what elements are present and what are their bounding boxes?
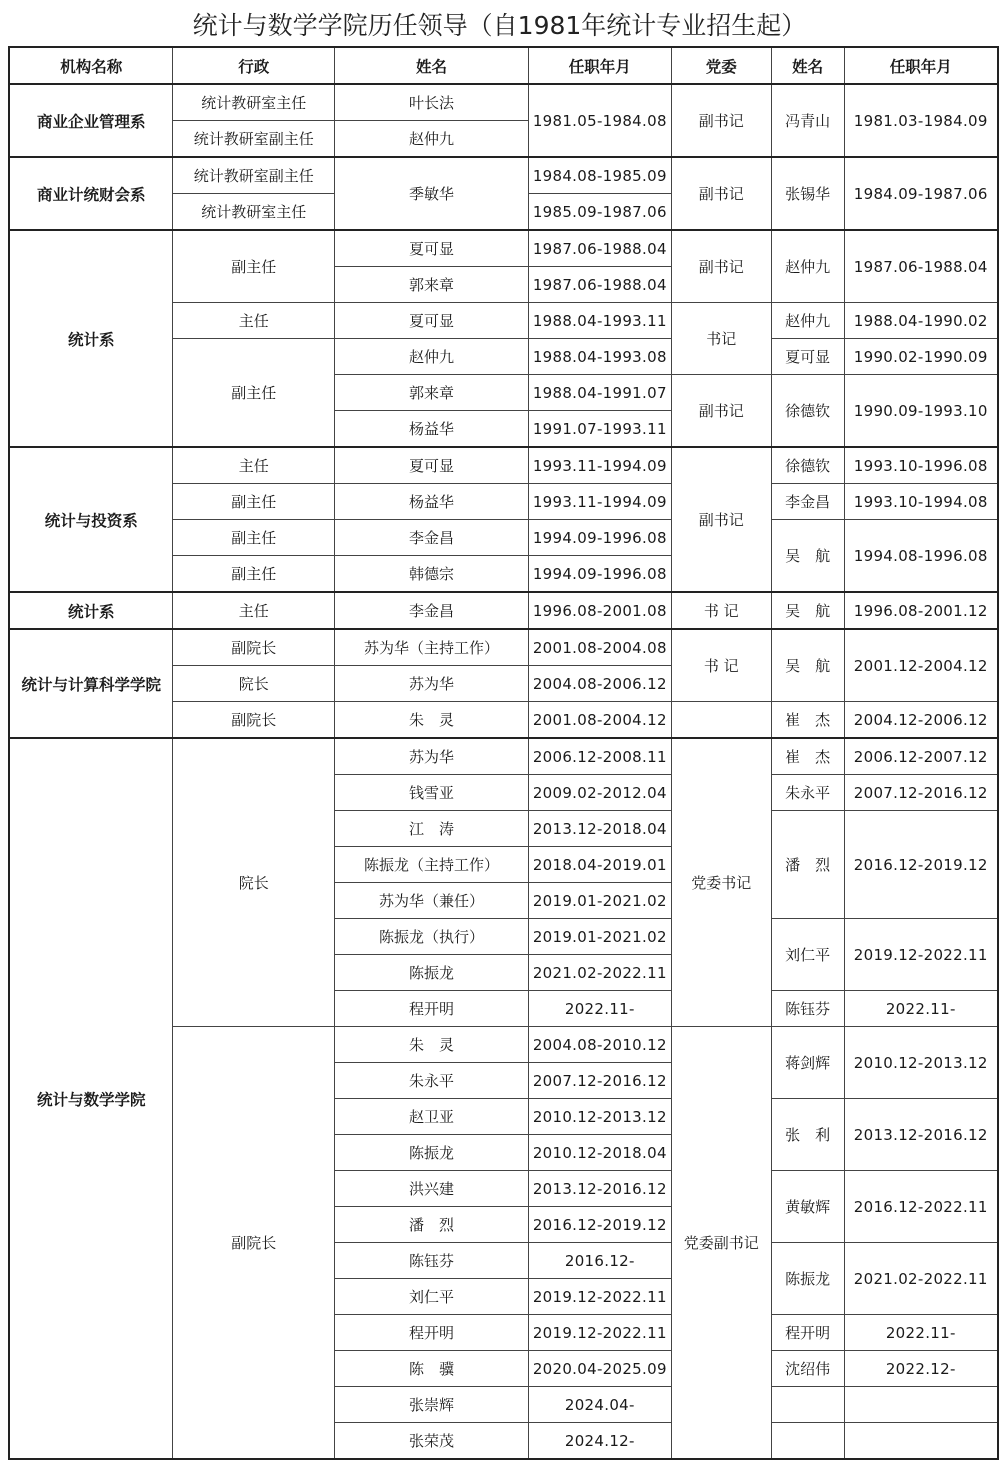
admin-term-cell: 1981.05-1984.08 bbox=[528, 84, 671, 157]
party-term-cell: 2022.11- bbox=[844, 1315, 998, 1351]
admin-role-cell: 统计教研室主任 bbox=[173, 194, 335, 231]
admin-role-cell: 主任 bbox=[173, 447, 335, 484]
table-row bbox=[9, 447, 998, 484]
admin-term-cell: 1993.11-1994.09 bbox=[528, 447, 671, 484]
admin-role-cell: 副院长 bbox=[173, 1027, 335, 1460]
header-row bbox=[9, 47, 998, 84]
party-term-cell: 2016.12-2019.12 bbox=[844, 811, 998, 919]
party-term-cell bbox=[844, 1387, 998, 1423]
table-row bbox=[9, 230, 998, 267]
party-term-cell bbox=[844, 1423, 998, 1460]
party-name-cell: 赵仲九 bbox=[771, 303, 844, 339]
party-term-cell: 1987.06-1988.04 bbox=[844, 230, 998, 303]
admin-name-cell: 杨益华 bbox=[335, 484, 529, 520]
party-name-cell: 张锡华 bbox=[771, 157, 844, 230]
party-name-cell: 程开明 bbox=[771, 1315, 844, 1351]
admin-name-cell: 苏为华 bbox=[335, 666, 529, 702]
header-admin-name: 姓名 bbox=[335, 47, 529, 84]
party-name-cell bbox=[771, 1387, 844, 1423]
party-name-cell: 吴 航 bbox=[771, 592, 844, 629]
org-cell: 商业企业管理系 bbox=[9, 84, 173, 157]
admin-name-cell: 苏为华（主持工作） bbox=[335, 629, 529, 666]
party-name-cell: 蒋剑辉 bbox=[771, 1027, 844, 1099]
party-term-cell: 1990.09-1993.10 bbox=[844, 375, 998, 448]
admin-term-cell: 1988.04-1993.08 bbox=[528, 339, 671, 375]
admin-name-cell: 李金昌 bbox=[335, 592, 529, 629]
admin-term-cell: 2021.02-2022.11 bbox=[528, 955, 671, 991]
admin-role-cell: 院长 bbox=[173, 666, 335, 702]
party-role-cell: 副书记 bbox=[671, 230, 771, 303]
admin-name-cell: 夏可显 bbox=[335, 447, 529, 484]
admin-term-cell: 1994.09-1996.08 bbox=[528, 520, 671, 556]
admin-name-cell: 夏可显 bbox=[335, 230, 529, 267]
party-term-cell: 2010.12-2013.12 bbox=[844, 1027, 998, 1099]
leaders-table-container bbox=[8, 46, 999, 1460]
party-role-cell: 书 记 bbox=[671, 592, 771, 629]
party-term-cell: 1988.04-1990.02 bbox=[844, 303, 998, 339]
admin-name-cell: 张荣茂 bbox=[335, 1423, 529, 1460]
party-term-cell: 2022.12- bbox=[844, 1351, 998, 1387]
header-admin-term: 任职年月 bbox=[528, 47, 671, 84]
admin-term-cell: 2019.12-2022.11 bbox=[528, 1315, 671, 1351]
admin-term-cell: 2013.12-2018.04 bbox=[528, 811, 671, 847]
admin-term-cell: 1985.09-1987.06 bbox=[528, 194, 671, 231]
admin-name-cell: 程开明 bbox=[335, 991, 529, 1027]
admin-name-cell: 陈振龙 bbox=[335, 955, 529, 991]
admin-term-cell: 2007.12-2016.12 bbox=[528, 1063, 671, 1099]
admin-name-cell: 杨益华 bbox=[335, 411, 529, 448]
admin-role-cell: 副主任 bbox=[173, 556, 335, 593]
org-cell: 统计与计算科学学院 bbox=[9, 629, 173, 738]
org-cell: 统计与投资系 bbox=[9, 447, 173, 592]
header-admin: 行政 bbox=[173, 47, 335, 84]
admin-name-cell: 程开明 bbox=[335, 1315, 529, 1351]
party-name-cell: 陈振龙 bbox=[771, 1243, 844, 1315]
party-name-cell bbox=[771, 1423, 844, 1460]
party-role-cell: 副书记 bbox=[671, 84, 771, 157]
party-name-cell: 崔 杰 bbox=[771, 738, 844, 775]
admin-term-cell: 2004.08-2006.12 bbox=[528, 666, 671, 702]
party-role-cell: 党委书记 bbox=[671, 738, 771, 1027]
party-term-cell: 2004.12-2006.12 bbox=[844, 702, 998, 739]
party-name-cell: 李金昌 bbox=[771, 484, 844, 520]
admin-role-cell: 院长 bbox=[173, 738, 335, 1027]
admin-name-cell: 朱 灵 bbox=[335, 702, 529, 739]
admin-name-cell: 赵卫亚 bbox=[335, 1099, 529, 1135]
admin-role-cell: 统计教研室主任 bbox=[173, 84, 335, 121]
party-role-cell bbox=[671, 702, 771, 739]
table-row bbox=[9, 84, 998, 121]
admin-name-cell: 陈振龙 bbox=[335, 1135, 529, 1171]
admin-term-cell: 2009.02-2012.04 bbox=[528, 775, 671, 811]
admin-term-cell: 2010.12-2018.04 bbox=[528, 1135, 671, 1171]
table-row bbox=[9, 592, 998, 629]
party-name-cell: 朱永平 bbox=[771, 775, 844, 811]
admin-term-cell: 1996.08-2001.08 bbox=[528, 592, 671, 629]
leaders-table bbox=[8, 46, 999, 1460]
admin-role-cell: 主任 bbox=[173, 592, 335, 629]
admin-role-cell: 副主任 bbox=[173, 339, 335, 448]
party-name-cell: 沈绍伟 bbox=[771, 1351, 844, 1387]
party-term-cell: 2021.02-2022.11 bbox=[844, 1243, 998, 1315]
party-term-cell: 1993.10-1996.08 bbox=[844, 447, 998, 484]
admin-role-cell: 主任 bbox=[173, 303, 335, 339]
admin-term-cell: 1991.07-1993.11 bbox=[528, 411, 671, 448]
admin-name-cell: 张崇辉 bbox=[335, 1387, 529, 1423]
admin-term-cell: 1988.04-1993.11 bbox=[528, 303, 671, 339]
header-org: 机构名称 bbox=[9, 47, 173, 84]
admin-name-cell: 叶长法 bbox=[335, 84, 529, 121]
table-row bbox=[9, 738, 998, 775]
admin-term-cell: 2019.12-2022.11 bbox=[528, 1279, 671, 1315]
admin-role-cell: 副院长 bbox=[173, 702, 335, 739]
admin-name-cell: 陈 骥 bbox=[335, 1351, 529, 1387]
admin-name-cell: 潘 烈 bbox=[335, 1207, 529, 1243]
admin-term-cell: 2024.12- bbox=[528, 1423, 671, 1460]
admin-term-cell: 2019.01-2021.02 bbox=[528, 919, 671, 955]
party-name-cell: 徐德钦 bbox=[771, 375, 844, 448]
table-row bbox=[9, 629, 998, 666]
party-term-cell: 2001.12-2004.12 bbox=[844, 629, 998, 702]
admin-term-cell: 1994.09-1996.08 bbox=[528, 556, 671, 593]
party-name-cell: 陈钰芬 bbox=[771, 991, 844, 1027]
admin-role-cell: 副主任 bbox=[173, 484, 335, 520]
admin-term-cell: 1987.06-1988.04 bbox=[528, 267, 671, 303]
party-role-cell: 书记 bbox=[671, 303, 771, 375]
admin-term-cell: 1987.06-1988.04 bbox=[528, 230, 671, 267]
admin-name-cell: 苏为华（兼任） bbox=[335, 883, 529, 919]
admin-name-cell: 陈振龙（执行） bbox=[335, 919, 529, 955]
table-row bbox=[9, 157, 998, 194]
party-term-cell: 1981.03-1984.09 bbox=[844, 84, 998, 157]
party-term-cell: 1993.10-1994.08 bbox=[844, 484, 998, 520]
party-name-cell: 夏可显 bbox=[771, 339, 844, 375]
admin-name-cell: 刘仁平 bbox=[335, 1279, 529, 1315]
party-role-cell: 副书记 bbox=[671, 157, 771, 230]
page-title: 统计与数学学院历任领导（自1981年统计专业招生起） bbox=[192, 11, 807, 40]
party-role-cell: 书 记 bbox=[671, 629, 771, 702]
org-cell: 商业计统财会系 bbox=[9, 157, 173, 230]
party-name-cell: 吴 航 bbox=[771, 629, 844, 702]
party-term-cell: 1994.08-1996.08 bbox=[844, 520, 998, 593]
admin-term-cell: 2022.11- bbox=[528, 991, 671, 1027]
admin-term-cell: 2013.12-2016.12 bbox=[528, 1171, 671, 1207]
admin-name-cell: 季敏华 bbox=[335, 157, 529, 230]
admin-role-cell: 副院长 bbox=[173, 629, 335, 666]
party-name-cell: 潘 烈 bbox=[771, 811, 844, 919]
admin-name-cell: 郭来章 bbox=[335, 375, 529, 411]
party-name-cell: 刘仁平 bbox=[771, 919, 844, 991]
admin-name-cell: 夏可显 bbox=[335, 303, 529, 339]
admin-term-cell: 2016.12- bbox=[528, 1243, 671, 1279]
admin-name-cell: 李金昌 bbox=[335, 520, 529, 556]
admin-role-cell: 统计教研室副主任 bbox=[173, 157, 335, 194]
party-name-cell: 冯青山 bbox=[771, 84, 844, 157]
party-term-cell: 1990.02-1990.09 bbox=[844, 339, 998, 375]
party-name-cell: 赵仲九 bbox=[771, 230, 844, 303]
org-cell: 统计与数学学院 bbox=[9, 738, 173, 1459]
party-name-cell: 吴 航 bbox=[771, 520, 844, 593]
admin-term-cell: 2010.12-2013.12 bbox=[528, 1099, 671, 1135]
party-term-cell: 2022.11- bbox=[844, 991, 998, 1027]
party-role-cell: 副书记 bbox=[671, 375, 771, 448]
party-term-cell: 2019.12-2022.11 bbox=[844, 919, 998, 991]
header-party-name: 姓名 bbox=[771, 47, 844, 84]
admin-term-cell: 2019.01-2021.02 bbox=[528, 883, 671, 919]
admin-term-cell: 2001.08-2004.12 bbox=[528, 702, 671, 739]
admin-name-cell: 钱雪亚 bbox=[335, 775, 529, 811]
admin-term-cell: 2004.08-2010.12 bbox=[528, 1027, 671, 1063]
admin-name-cell: 韩德宗 bbox=[335, 556, 529, 593]
admin-term-cell: 2024.04- bbox=[528, 1387, 671, 1423]
admin-name-cell: 陈振龙（主持工作） bbox=[335, 847, 529, 883]
admin-term-cell: 1984.08-1985.09 bbox=[528, 157, 671, 194]
admin-name-cell: 洪兴建 bbox=[335, 1171, 529, 1207]
party-name-cell: 张 利 bbox=[771, 1099, 844, 1171]
party-term-cell: 2013.12-2016.12 bbox=[844, 1099, 998, 1171]
header-party: 党委 bbox=[671, 47, 771, 84]
party-term-cell: 1984.09-1987.06 bbox=[844, 157, 998, 230]
admin-term-cell: 2006.12-2008.11 bbox=[528, 738, 671, 775]
party-name-cell: 徐德钦 bbox=[771, 447, 844, 484]
admin-term-cell: 2016.12-2019.12 bbox=[528, 1207, 671, 1243]
admin-role-cell: 统计教研室副主任 bbox=[173, 121, 335, 158]
admin-name-cell: 郭来章 bbox=[335, 267, 529, 303]
admin-term-cell: 2001.08-2004.08 bbox=[528, 629, 671, 666]
header-party-term: 任职年月 bbox=[844, 47, 998, 84]
org-cell: 统计系 bbox=[9, 230, 173, 447]
org-cell: 统计系 bbox=[9, 592, 173, 629]
party-name-cell: 崔 杰 bbox=[771, 702, 844, 739]
admin-name-cell: 朱永平 bbox=[335, 1063, 529, 1099]
admin-name-cell: 江 涛 bbox=[335, 811, 529, 847]
admin-term-cell: 1988.04-1991.07 bbox=[528, 375, 671, 411]
admin-term-cell: 2020.04-2025.09 bbox=[528, 1351, 671, 1387]
admin-name-cell: 苏为华 bbox=[335, 738, 529, 775]
admin-name-cell: 赵仲九 bbox=[335, 121, 529, 158]
admin-name-cell: 陈钰芬 bbox=[335, 1243, 529, 1279]
party-name-cell: 黄敏辉 bbox=[771, 1171, 844, 1243]
party-term-cell: 2016.12-2022.11 bbox=[844, 1171, 998, 1243]
admin-term-cell: 1993.11-1994.09 bbox=[528, 484, 671, 520]
admin-name-cell: 赵仲九 bbox=[335, 339, 529, 375]
party-role-cell: 党委副书记 bbox=[671, 1027, 771, 1460]
party-role-cell: 副书记 bbox=[671, 447, 771, 592]
admin-term-cell: 2018.04-2019.01 bbox=[528, 847, 671, 883]
admin-name-cell: 朱 灵 bbox=[335, 1027, 529, 1063]
party-term-cell: 2006.12-2007.12 bbox=[844, 738, 998, 775]
admin-role-cell: 副主任 bbox=[173, 520, 335, 556]
party-term-cell: 1996.08-2001.12 bbox=[844, 592, 998, 629]
party-term-cell: 2007.12-2016.12 bbox=[844, 775, 998, 811]
admin-role-cell: 副主任 bbox=[173, 230, 335, 303]
